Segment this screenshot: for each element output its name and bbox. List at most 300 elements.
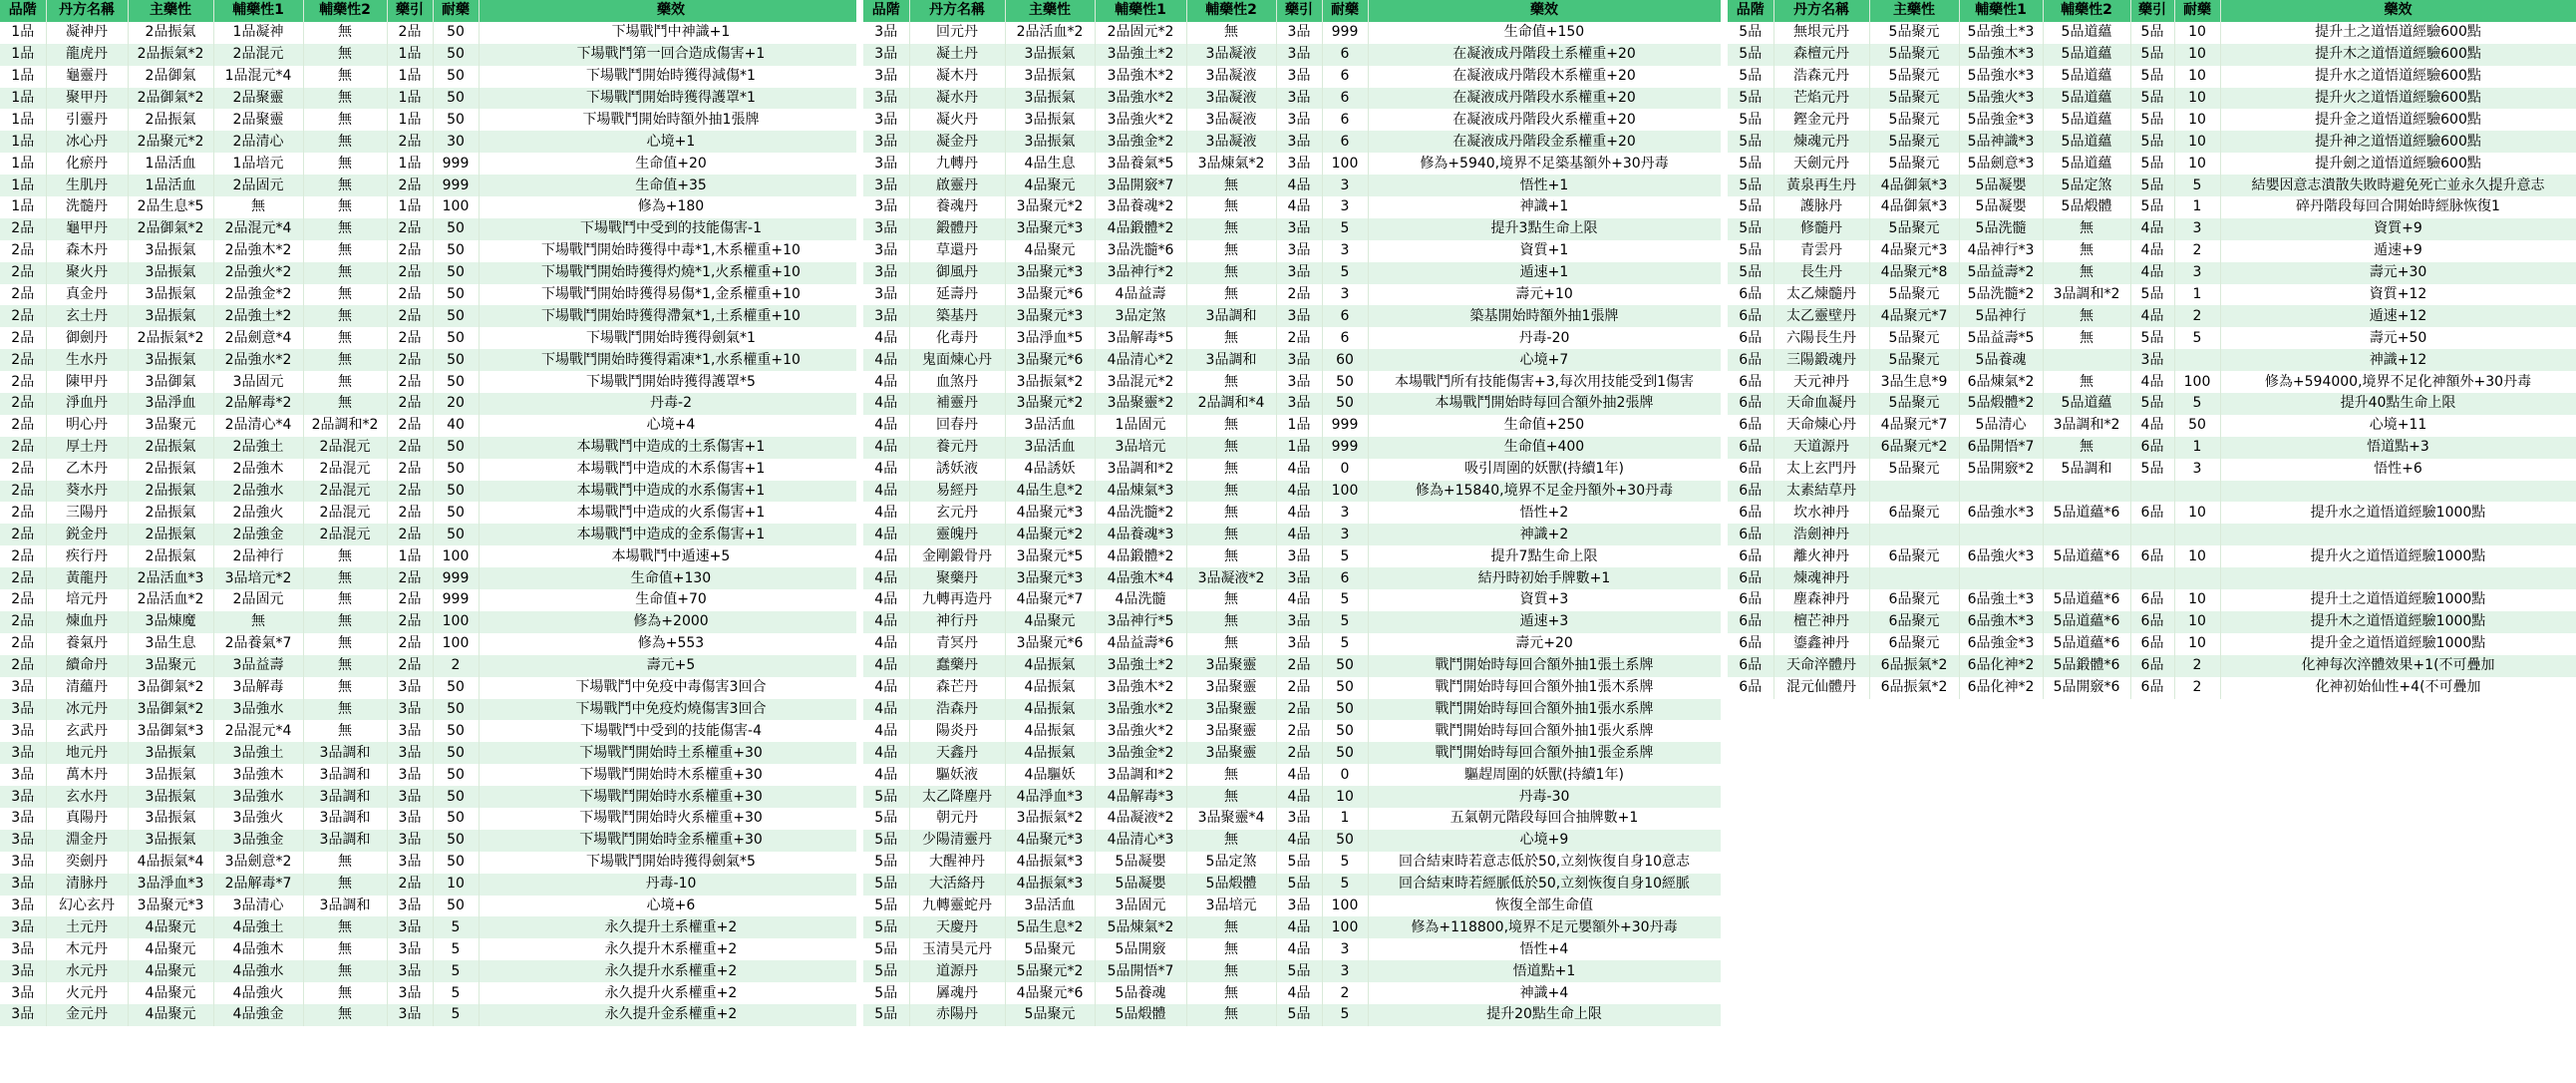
cell-grade[interactable]: 3品 bbox=[863, 22, 909, 44]
cell-aux-ingredient-2[interactable]: 2品混元 bbox=[303, 502, 387, 524]
cell-tolerance[interactable]: 1 bbox=[2174, 196, 2220, 218]
cell-effect[interactable]: 下場戰鬥開始時水系權重+30 bbox=[479, 786, 863, 808]
cell-main-ingredient[interactable]: 5品聚元 bbox=[1005, 1004, 1095, 1026]
cell-main-ingredient[interactable]: 4品誘妖 bbox=[1005, 459, 1095, 481]
cell-grade[interactable]: 3品 bbox=[0, 896, 46, 917]
cell-aux-ingredient-1[interactable]: 5品神識*3 bbox=[1959, 131, 2043, 153]
cell-aux-ingredient-1[interactable]: 3品解毒 bbox=[213, 677, 303, 699]
cell-catalyst[interactable]: 3品 bbox=[1276, 153, 1322, 175]
cell-aux-ingredient-1[interactable]: 3品聚靈*2 bbox=[1095, 393, 1186, 415]
cell-aux-ingredient-2[interactable]: 2品混元 bbox=[303, 524, 387, 545]
cell-recipe-name[interactable]: 驅妖液 bbox=[909, 764, 1005, 786]
cell-aux-ingredient-1[interactable]: 2品強水 bbox=[213, 481, 303, 503]
cell-grade[interactable]: 6品 bbox=[1728, 415, 1773, 437]
cell-aux-ingredient-1[interactable]: 2品解毒*2 bbox=[213, 393, 303, 415]
cell-recipe-name[interactable]: 玄武丹 bbox=[46, 720, 128, 742]
cell-grade[interactable]: 3品 bbox=[863, 153, 909, 175]
cell-main-ingredient[interactable]: 5品聚元 bbox=[1869, 131, 1959, 153]
cell-effect[interactable]: 神識+4 bbox=[1368, 982, 1721, 1004]
cell-catalyst[interactable]: 1品 bbox=[387, 545, 433, 567]
cell-effect[interactable]: 戰鬥開始時每回合額外抽1張火系牌 bbox=[1368, 720, 1721, 742]
cell-recipe-name[interactable]: 化瘀丹 bbox=[46, 153, 128, 175]
cell-recipe-name[interactable]: 少陽清靈丹 bbox=[909, 830, 1005, 852]
cell-recipe-name[interactable]: 木元丹 bbox=[46, 938, 128, 960]
cell-aux-ingredient-2[interactable]: 無 bbox=[303, 153, 387, 175]
cell-catalyst[interactable]: 5品 bbox=[1276, 1004, 1322, 1026]
cell-effect[interactable]: 資質+12 bbox=[2220, 284, 2576, 306]
cell-aux-ingredient-2[interactable]: 無 bbox=[303, 699, 387, 721]
header-effect[interactable]: 藥效 bbox=[479, 0, 863, 22]
cell-grade[interactable]: 4品 bbox=[863, 327, 909, 349]
cell-aux-ingredient-2[interactable]: 無 bbox=[1186, 262, 1276, 284]
cell-grade[interactable]: 3品 bbox=[0, 852, 46, 874]
cell-catalyst[interactable]: 4品 bbox=[2130, 240, 2174, 262]
cell-aux-ingredient-2[interactable]: 無 bbox=[303, 349, 387, 371]
cell-catalyst[interactable]: 2品 bbox=[387, 305, 433, 327]
cell-effect[interactable]: 下場戰鬥中免疫灼燒傷害3回合 bbox=[479, 699, 863, 721]
cell-main-ingredient[interactable]: 5品聚元 bbox=[1869, 22, 1959, 44]
cell-grade[interactable]: 4品 bbox=[863, 589, 909, 611]
cell-aux-ingredient-2[interactable]: 無 bbox=[1186, 960, 1276, 982]
cell-tolerance[interactable]: 10 bbox=[2174, 153, 2220, 175]
cell-effect[interactable]: 下場戰鬥開始時獲得護罩*1 bbox=[479, 88, 863, 110]
cell-main-ingredient[interactable]: 3品振氣 bbox=[128, 786, 213, 808]
cell-catalyst[interactable]: 4品 bbox=[1276, 830, 1322, 852]
cell-aux-ingredient-1[interactable]: 6品開悟*7 bbox=[1959, 437, 2043, 459]
cell-aux-ingredient-2[interactable]: 無 bbox=[303, 196, 387, 218]
cell-main-ingredient[interactable] bbox=[1869, 481, 1959, 503]
cell-aux-ingredient-1[interactable]: 無 bbox=[213, 196, 303, 218]
cell-tolerance[interactable]: 2 bbox=[2174, 305, 2220, 327]
cell-tolerance[interactable]: 50 bbox=[433, 305, 479, 327]
cell-recipe-name[interactable]: 養魂丹 bbox=[909, 196, 1005, 218]
cell-effect[interactable]: 提升3點生命上限 bbox=[1368, 218, 1721, 240]
cell-recipe-name[interactable]: 坎水神丹 bbox=[1773, 502, 1869, 524]
cell-grade[interactable]: 5品 bbox=[863, 896, 909, 917]
cell-main-ingredient[interactable]: 2品振氣 bbox=[128, 481, 213, 503]
cell-aux-ingredient-1[interactable]: 3品強土*2 bbox=[1095, 44, 1186, 66]
cell-aux-ingredient-1[interactable]: 3品強水*2 bbox=[1095, 88, 1186, 110]
cell-catalyst[interactable]: 2品 bbox=[387, 459, 433, 481]
cell-grade[interactable]: 2品 bbox=[0, 459, 46, 481]
cell-grade[interactable]: 5品 bbox=[1728, 88, 1773, 110]
cell-grade[interactable]: 3品 bbox=[0, 764, 46, 786]
cell-grade[interactable]: 4品 bbox=[863, 720, 909, 742]
cell-effect[interactable]: 戰鬥開始時每回合額外抽1張水系牌 bbox=[1368, 699, 1721, 721]
cell-aux-ingredient-1[interactable]: 5品劍意*3 bbox=[1959, 153, 2043, 175]
cell-main-ingredient[interactable]: 2品生息*5 bbox=[128, 196, 213, 218]
cell-effect[interactable]: 神識+2 bbox=[1368, 524, 1721, 545]
cell-main-ingredient[interactable]: 3品御氣*2 bbox=[128, 677, 213, 699]
cell-grade[interactable]: 5品 bbox=[1728, 240, 1773, 262]
cell-recipe-name[interactable]: 冰元丹 bbox=[46, 699, 128, 721]
cell-tolerance[interactable]: 999 bbox=[433, 153, 479, 175]
cell-aux-ingredient-2[interactable]: 5品煅體 bbox=[1186, 874, 1276, 896]
cell-recipe-name[interactable]: 芒焰元丹 bbox=[1773, 88, 1869, 110]
cell-tolerance[interactable]: 5 bbox=[1322, 611, 1368, 633]
cell-effect[interactable]: 提升金之道悟道經驗1000點 bbox=[2220, 633, 2576, 655]
header-grade[interactable]: 品階 bbox=[0, 0, 46, 22]
cell-tolerance[interactable]: 50 bbox=[1322, 677, 1368, 699]
cell-main-ingredient[interactable]: 3品聚元*3 bbox=[1005, 567, 1095, 589]
cell-tolerance[interactable]: 999 bbox=[433, 589, 479, 611]
cell-aux-ingredient-2[interactable]: 無 bbox=[303, 22, 387, 44]
cell-effect[interactable]: 提升火之道悟道經驗600點 bbox=[2220, 88, 2576, 110]
cell-aux-ingredient-2[interactable]: 無 bbox=[303, 109, 387, 131]
cell-recipe-name[interactable]: 天元神丹 bbox=[1773, 371, 1869, 393]
cell-aux-ingredient-1[interactable]: 2品強火*2 bbox=[213, 262, 303, 284]
cell-grade[interactable]: 1品 bbox=[0, 131, 46, 153]
cell-catalyst[interactable]: 3品 bbox=[1276, 22, 1322, 44]
cell-aux-ingredient-2[interactable]: 5品開竅*6 bbox=[2043, 677, 2130, 699]
cell-aux-ingredient-1[interactable]: 3品強金*2 bbox=[1095, 131, 1186, 153]
cell-recipe-name[interactable]: 玄土丹 bbox=[46, 305, 128, 327]
cell-catalyst[interactable]: 4品 bbox=[1276, 459, 1322, 481]
cell-catalyst[interactable]: 3品 bbox=[1276, 262, 1322, 284]
cell-catalyst[interactable]: 4品 bbox=[1276, 938, 1322, 960]
cell-aux-ingredient-2[interactable]: 無 bbox=[303, 1004, 387, 1026]
cell-aux-ingredient-2[interactable]: 無 bbox=[303, 88, 387, 110]
cell-recipe-name[interactable]: 清脉丹 bbox=[46, 874, 128, 896]
cell-effect[interactable]: 提升水之道悟道經驗1000點 bbox=[2220, 502, 2576, 524]
cell-main-ingredient[interactable]: 4品聚元*3 bbox=[1005, 830, 1095, 852]
cell-grade[interactable]: 3品 bbox=[0, 916, 46, 938]
cell-main-ingredient[interactable]: 5品聚元 bbox=[1869, 284, 1959, 306]
cell-recipe-name[interactable]: 煉魂元丹 bbox=[1773, 131, 1869, 153]
cell-aux-ingredient-2[interactable]: 3品聚靈 bbox=[1186, 742, 1276, 764]
cell-tolerance[interactable]: 5 bbox=[1322, 874, 1368, 896]
cell-aux-ingredient-1[interactable]: 2品強水*2 bbox=[213, 349, 303, 371]
cell-grade[interactable]: 4品 bbox=[863, 371, 909, 393]
cell-aux-ingredient-2[interactable]: 無 bbox=[1186, 611, 1276, 633]
cell-recipe-name[interactable]: 六陽長生丹 bbox=[1773, 327, 1869, 349]
cell-aux-ingredient-1[interactable]: 無 bbox=[213, 611, 303, 633]
cell-grade[interactable]: 4品 bbox=[863, 764, 909, 786]
cell-main-ingredient[interactable]: 2品御氣*2 bbox=[128, 218, 213, 240]
cell-aux-ingredient-1[interactable]: 3品調和*2 bbox=[1095, 459, 1186, 481]
cell-main-ingredient[interactable]: 4品振氣*3 bbox=[1005, 852, 1095, 874]
cell-tolerance[interactable]: 10 bbox=[2174, 611, 2220, 633]
cell-main-ingredient[interactable]: 5品聚元 bbox=[1869, 327, 1959, 349]
cell-effect[interactable]: 化神初始仙性+4(不可疊加 bbox=[2220, 677, 2576, 699]
cell-recipe-name[interactable]: 無垠元丹 bbox=[1773, 22, 1869, 44]
cell-aux-ingredient-1[interactable]: 5品凝嬰 bbox=[1095, 852, 1186, 874]
cell-main-ingredient[interactable]: 6品聚元 bbox=[1869, 502, 1959, 524]
cell-aux-ingredient-2[interactable]: 無 bbox=[303, 44, 387, 66]
cell-tolerance[interactable]: 10 bbox=[2174, 502, 2220, 524]
cell-main-ingredient[interactable]: 3品聚元*3 bbox=[1005, 218, 1095, 240]
cell-main-ingredient[interactable]: 2品振氣 bbox=[128, 545, 213, 567]
cell-grade[interactable]: 3品 bbox=[0, 699, 46, 721]
header-aux-ingredient-2[interactable]: 輔藥性2 bbox=[1186, 0, 1276, 22]
cell-tolerance[interactable]: 5 bbox=[433, 960, 479, 982]
cell-aux-ingredient-1[interactable]: 3品混元*2 bbox=[1095, 371, 1186, 393]
cell-tolerance[interactable]: 3 bbox=[2174, 459, 2220, 481]
header-aux-ingredient-1[interactable]: 輔藥性1 bbox=[213, 0, 303, 22]
cell-grade[interactable]: 3品 bbox=[863, 109, 909, 131]
cell-main-ingredient[interactable]: 4品聚元*3 bbox=[1869, 240, 1959, 262]
cell-catalyst[interactable]: 3品 bbox=[387, 677, 433, 699]
cell-catalyst[interactable]: 2品 bbox=[387, 218, 433, 240]
cell-effect[interactable]: 修為+2000 bbox=[479, 611, 863, 633]
cell-aux-ingredient-1[interactable]: 2品強木 bbox=[213, 459, 303, 481]
cell-catalyst[interactable]: 2品 bbox=[387, 393, 433, 415]
cell-catalyst[interactable]: 5品 bbox=[2130, 109, 2174, 131]
cell-tolerance[interactable]: 0 bbox=[1322, 459, 1368, 481]
cell-effect[interactable]: 下場戰鬥開始時獲得劍氣*5 bbox=[479, 852, 863, 874]
cell-main-ingredient[interactable]: 3品聚元*2 bbox=[1005, 393, 1095, 415]
cell-aux-ingredient-1[interactable]: 1品凝神 bbox=[213, 22, 303, 44]
cell-aux-ingredient-2[interactable]: 無 bbox=[1186, 633, 1276, 655]
cell-tolerance[interactable]: 5 bbox=[1322, 545, 1368, 567]
cell-aux-ingredient-2[interactable]: 無 bbox=[1186, 938, 1276, 960]
cell-tolerance[interactable] bbox=[2174, 349, 2220, 371]
cell-main-ingredient[interactable]: 2品活血*3 bbox=[128, 567, 213, 589]
cell-effect[interactable]: 戰鬥開始時每回合額外抽1張木系牌 bbox=[1368, 677, 1721, 699]
cell-recipe-name[interactable]: 玉清昊元丹 bbox=[909, 938, 1005, 960]
cell-effect[interactable]: 壽元+10 bbox=[1368, 284, 1721, 306]
cell-aux-ingredient-1[interactable]: 3品強木 bbox=[213, 764, 303, 786]
cell-aux-ingredient-1[interactable]: 5品煉氣*2 bbox=[1095, 916, 1186, 938]
cell-effect[interactable]: 下場戰鬥開始時獲得易傷*1,金系權重+10 bbox=[479, 284, 863, 306]
header-catalyst[interactable]: 藥引 bbox=[387, 0, 433, 22]
cell-grade[interactable]: 6品 bbox=[1728, 589, 1773, 611]
cell-effect[interactable]: 下場戰鬥開始時獲得中毒*1,木系權重+10 bbox=[479, 240, 863, 262]
cell-grade[interactable]: 5品 bbox=[1728, 22, 1773, 44]
cell-aux-ingredient-2[interactable]: 無 bbox=[303, 284, 387, 306]
header-recipe-name[interactable]: 丹方名稱 bbox=[1773, 0, 1869, 22]
cell-main-ingredient[interactable]: 3品振氣 bbox=[1005, 66, 1095, 88]
cell-tolerance[interactable]: 50 bbox=[433, 481, 479, 503]
cell-grade[interactable]: 3品 bbox=[0, 982, 46, 1004]
cell-tolerance[interactable]: 10 bbox=[1322, 786, 1368, 808]
cell-main-ingredient[interactable]: 1品活血 bbox=[128, 175, 213, 196]
cell-recipe-name[interactable]: 鎏鑫神丹 bbox=[1773, 633, 1869, 655]
cell-aux-ingredient-1[interactable]: 5品煅體*2 bbox=[1959, 393, 2043, 415]
cell-aux-ingredient-1[interactable]: 3品清心 bbox=[213, 896, 303, 917]
cell-grade[interactable]: 2品 bbox=[0, 481, 46, 503]
cell-aux-ingredient-1[interactable]: 6品煉氣*2 bbox=[1959, 371, 2043, 393]
cell-effect[interactable]: 下場戰鬥開始時獲得劍氣*1 bbox=[479, 327, 863, 349]
cell-main-ingredient[interactable]: 2品振氣 bbox=[128, 502, 213, 524]
cell-tolerance[interactable]: 50 bbox=[433, 109, 479, 131]
cell-effect[interactable]: 下場戰鬥開始時木系權重+30 bbox=[479, 764, 863, 786]
cell-aux-ingredient-2[interactable]: 無 bbox=[303, 874, 387, 896]
cell-effect[interactable]: 悟道點+3 bbox=[2220, 437, 2576, 459]
cell-recipe-name[interactable]: 太乙靈壁丹 bbox=[1773, 305, 1869, 327]
cell-recipe-name[interactable]: 聚火丹 bbox=[46, 262, 128, 284]
cell-tolerance[interactable]: 10 bbox=[2174, 44, 2220, 66]
cell-grade[interactable]: 6品 bbox=[1728, 437, 1773, 459]
header-tolerance[interactable]: 耐藥 bbox=[1322, 0, 1368, 22]
cell-effect[interactable]: 心境+9 bbox=[1368, 830, 1721, 852]
cell-grade[interactable]: 6品 bbox=[1728, 327, 1773, 349]
cell-aux-ingredient-1[interactable]: 3品定煞 bbox=[1095, 305, 1186, 327]
cell-recipe-name[interactable]: 神行丹 bbox=[909, 611, 1005, 633]
cell-effect[interactable]: 本場戰鬥開始時每回合額外抽2張牌 bbox=[1368, 393, 1721, 415]
cell-recipe-name[interactable]: 天命煉心丹 bbox=[1773, 415, 1869, 437]
cell-tolerance[interactable]: 5 bbox=[2174, 175, 2220, 196]
cell-aux-ingredient-1[interactable]: 5品強土*3 bbox=[1959, 22, 2043, 44]
cell-tolerance[interactable]: 50 bbox=[1322, 742, 1368, 764]
cell-effect[interactable]: 本場戰鬥所有技能傷害+3,每次用技能受到1傷害 bbox=[1368, 371, 1721, 393]
cell-recipe-name[interactable]: 赤陽丹 bbox=[909, 1004, 1005, 1026]
cell-aux-ingredient-2[interactable]: 3品培元 bbox=[1186, 896, 1276, 917]
cell-tolerance[interactable]: 3 bbox=[1322, 502, 1368, 524]
cell-aux-ingredient-2[interactable]: 5品道蘊 bbox=[2043, 109, 2130, 131]
cell-tolerance[interactable]: 999 bbox=[433, 175, 479, 196]
cell-catalyst[interactable]: 3品 bbox=[1276, 218, 1322, 240]
cell-aux-ingredient-2[interactable]: 5品道蘊 bbox=[2043, 22, 2130, 44]
cell-aux-ingredient-1[interactable]: 2品養氣*7 bbox=[213, 633, 303, 655]
cell-aux-ingredient-2[interactable]: 3品煉氣*2 bbox=[1186, 153, 1276, 175]
cell-aux-ingredient-2[interactable]: 無 bbox=[303, 567, 387, 589]
cell-recipe-name[interactable]: 凝金丹 bbox=[909, 131, 1005, 153]
cell-aux-ingredient-1[interactable]: 3品強土 bbox=[213, 742, 303, 764]
cell-aux-ingredient-1[interactable]: 4品解毒*3 bbox=[1095, 786, 1186, 808]
cell-main-ingredient[interactable]: 3品聚元*5 bbox=[1005, 545, 1095, 567]
cell-recipe-name[interactable]: 離火神丹 bbox=[1773, 545, 1869, 567]
cell-aux-ingredient-1[interactable]: 3品強水*2 bbox=[1095, 699, 1186, 721]
cell-effect[interactable]: 永久提升火系權重+2 bbox=[479, 982, 863, 1004]
cell-main-ingredient[interactable]: 2品活血*2 bbox=[1005, 22, 1095, 44]
cell-effect[interactable]: 在凝液成丹階段金系權重+20 bbox=[1368, 131, 1721, 153]
cell-grade[interactable]: 3品 bbox=[0, 938, 46, 960]
cell-aux-ingredient-1[interactable]: 3品神行*5 bbox=[1095, 611, 1186, 633]
cell-effect[interactable]: 碎丹階段每回合開始時經脉恢復1 bbox=[2220, 196, 2576, 218]
cell-aux-ingredient-1[interactable]: 3品調和*2 bbox=[1095, 764, 1186, 786]
cell-tolerance[interactable]: 50 bbox=[433, 808, 479, 830]
cell-effect[interactable]: 提升劍之道悟道經驗600點 bbox=[2220, 153, 2576, 175]
cell-tolerance[interactable]: 6 bbox=[1322, 131, 1368, 153]
cell-grade[interactable]: 5品 bbox=[863, 916, 909, 938]
cell-catalyst[interactable]: 2品 bbox=[1276, 677, 1322, 699]
cell-aux-ingredient-1[interactable]: 5品開竅*2 bbox=[1959, 459, 2043, 481]
cell-aux-ingredient-2[interactable]: 無 bbox=[303, 327, 387, 349]
cell-tolerance[interactable]: 50 bbox=[433, 327, 479, 349]
cell-grade[interactable]: 6品 bbox=[1728, 393, 1773, 415]
cell-grade[interactable]: 5品 bbox=[1728, 153, 1773, 175]
cell-tolerance[interactable]: 100 bbox=[2174, 371, 2220, 393]
cell-aux-ingredient-1[interactable]: 2品固元 bbox=[213, 589, 303, 611]
cell-recipe-name[interactable]: 易經丹 bbox=[909, 481, 1005, 503]
cell-main-ingredient[interactable]: 2品振氣*2 bbox=[128, 327, 213, 349]
cell-tolerance[interactable]: 2 bbox=[2174, 655, 2220, 677]
cell-effect[interactable]: 下場戰鬥開始時土系權重+30 bbox=[479, 742, 863, 764]
cell-main-ingredient[interactable]: 4品御氣*3 bbox=[1869, 175, 1959, 196]
cell-aux-ingredient-2[interactable] bbox=[2043, 524, 2130, 545]
cell-grade[interactable]: 6品 bbox=[1728, 611, 1773, 633]
cell-recipe-name[interactable]: 龜靈丹 bbox=[46, 66, 128, 88]
cell-main-ingredient[interactable]: 6品聚元 bbox=[1869, 589, 1959, 611]
cell-grade[interactable]: 3品 bbox=[863, 284, 909, 306]
cell-grade[interactable]: 1品 bbox=[0, 153, 46, 175]
cell-effect[interactable]: 資質+3 bbox=[1368, 589, 1721, 611]
cell-aux-ingredient-1[interactable]: 2品聚靈 bbox=[213, 109, 303, 131]
cell-effect[interactable]: 悟性+6 bbox=[2220, 459, 2576, 481]
cell-main-ingredient[interactable]: 5品聚元 bbox=[1869, 393, 1959, 415]
cell-catalyst[interactable] bbox=[2130, 524, 2174, 545]
cell-grade[interactable]: 5品 bbox=[863, 786, 909, 808]
cell-catalyst[interactable]: 3品 bbox=[1276, 44, 1322, 66]
cell-tolerance[interactable]: 1 bbox=[1322, 808, 1368, 830]
cell-aux-ingredient-2[interactable]: 3品聚靈 bbox=[1186, 655, 1276, 677]
cell-tolerance[interactable]: 100 bbox=[433, 611, 479, 633]
cell-tolerance[interactable]: 50 bbox=[1322, 655, 1368, 677]
cell-aux-ingredient-2[interactable]: 5品道蘊 bbox=[2043, 66, 2130, 88]
cell-aux-ingredient-2[interactable]: 3品聚靈 bbox=[1186, 720, 1276, 742]
cell-effect[interactable]: 修為+118800,境界不足元嬰額外+30丹毒 bbox=[1368, 916, 1721, 938]
cell-grade[interactable]: 4品 bbox=[863, 481, 909, 503]
cell-aux-ingredient-1[interactable]: 2品強木*2 bbox=[213, 240, 303, 262]
cell-catalyst[interactable]: 2品 bbox=[387, 131, 433, 153]
cell-catalyst[interactable]: 2品 bbox=[387, 524, 433, 545]
cell-grade[interactable]: 3品 bbox=[863, 240, 909, 262]
cell-tolerance[interactable]: 50 bbox=[433, 284, 479, 306]
cell-main-ingredient[interactable]: 3品御氣*2 bbox=[128, 699, 213, 721]
cell-recipe-name[interactable]: 延壽丹 bbox=[909, 284, 1005, 306]
cell-tolerance[interactable]: 2 bbox=[1322, 982, 1368, 1004]
cell-grade[interactable]: 3品 bbox=[863, 175, 909, 196]
cell-catalyst[interactable]: 3品 bbox=[1276, 109, 1322, 131]
cell-tolerance[interactable]: 60 bbox=[1322, 349, 1368, 371]
cell-aux-ingredient-1[interactable]: 5品強火*3 bbox=[1959, 88, 2043, 110]
cell-effect[interactable] bbox=[2220, 567, 2576, 589]
cell-tolerance[interactable]: 50 bbox=[1322, 830, 1368, 852]
cell-recipe-name[interactable]: 培元丹 bbox=[46, 589, 128, 611]
cell-recipe-name[interactable]: 金剛鍛骨丹 bbox=[909, 545, 1005, 567]
cell-recipe-name[interactable]: 築基丹 bbox=[909, 305, 1005, 327]
cell-tolerance[interactable]: 50 bbox=[433, 437, 479, 459]
cell-tolerance[interactable]: 50 bbox=[433, 764, 479, 786]
cell-main-ingredient[interactable]: 6品聚元 bbox=[1869, 633, 1959, 655]
cell-aux-ingredient-2[interactable]: 無 bbox=[303, 633, 387, 655]
cell-aux-ingredient-2[interactable]: 無 bbox=[2043, 262, 2130, 284]
cell-tolerance[interactable]: 999 bbox=[1322, 415, 1368, 437]
cell-tolerance[interactable]: 10 bbox=[2174, 109, 2220, 131]
cell-aux-ingredient-2[interactable]: 5品道蘊 bbox=[2043, 88, 2130, 110]
cell-catalyst[interactable]: 4品 bbox=[1276, 589, 1322, 611]
cell-catalyst[interactable]: 2品 bbox=[1276, 742, 1322, 764]
cell-recipe-name[interactable]: 靈魄丹 bbox=[909, 524, 1005, 545]
cell-recipe-name[interactable]: 清蘊丹 bbox=[46, 677, 128, 699]
cell-main-ingredient[interactable]: 3品振氣*2 bbox=[1005, 808, 1095, 830]
cell-main-ingredient[interactable]: 3品振氣 bbox=[128, 305, 213, 327]
cell-aux-ingredient-2[interactable]: 無 bbox=[1186, 240, 1276, 262]
cell-main-ingredient[interactable]: 4品淨血*3 bbox=[1005, 786, 1095, 808]
cell-tolerance[interactable]: 50 bbox=[433, 896, 479, 917]
cell-catalyst[interactable]: 5品 bbox=[2130, 327, 2174, 349]
cell-recipe-name[interactable]: 凝木丹 bbox=[909, 66, 1005, 88]
cell-effect[interactable]: 戰鬥開始時每回合額外抽1張金系牌 bbox=[1368, 742, 1721, 764]
cell-grade[interactable]: 2品 bbox=[0, 567, 46, 589]
cell-catalyst[interactable]: 3品 bbox=[387, 938, 433, 960]
cell-catalyst[interactable]: 3品 bbox=[1276, 305, 1322, 327]
cell-recipe-name[interactable]: 真金丹 bbox=[46, 284, 128, 306]
cell-aux-ingredient-1[interactable]: 5品養魂 bbox=[1959, 349, 2043, 371]
cell-grade[interactable]: 3品 bbox=[863, 218, 909, 240]
cell-aux-ingredient-2[interactable]: 3品調和*2 bbox=[2043, 415, 2130, 437]
cell-aux-ingredient-1[interactable]: 5品洗髓 bbox=[1959, 218, 2043, 240]
header-effect[interactable]: 藥效 bbox=[2220, 0, 2576, 22]
cell-main-ingredient[interactable]: 2品御氣 bbox=[128, 66, 213, 88]
cell-catalyst[interactable]: 4品 bbox=[1276, 764, 1322, 786]
cell-aux-ingredient-2[interactable]: 無 bbox=[303, 677, 387, 699]
cell-grade[interactable]: 1品 bbox=[0, 196, 46, 218]
cell-aux-ingredient-1[interactable]: 4品益壽*6 bbox=[1095, 633, 1186, 655]
cell-main-ingredient[interactable]: 5品聚元*2 bbox=[1005, 960, 1095, 982]
cell-catalyst[interactable]: 3品 bbox=[387, 786, 433, 808]
